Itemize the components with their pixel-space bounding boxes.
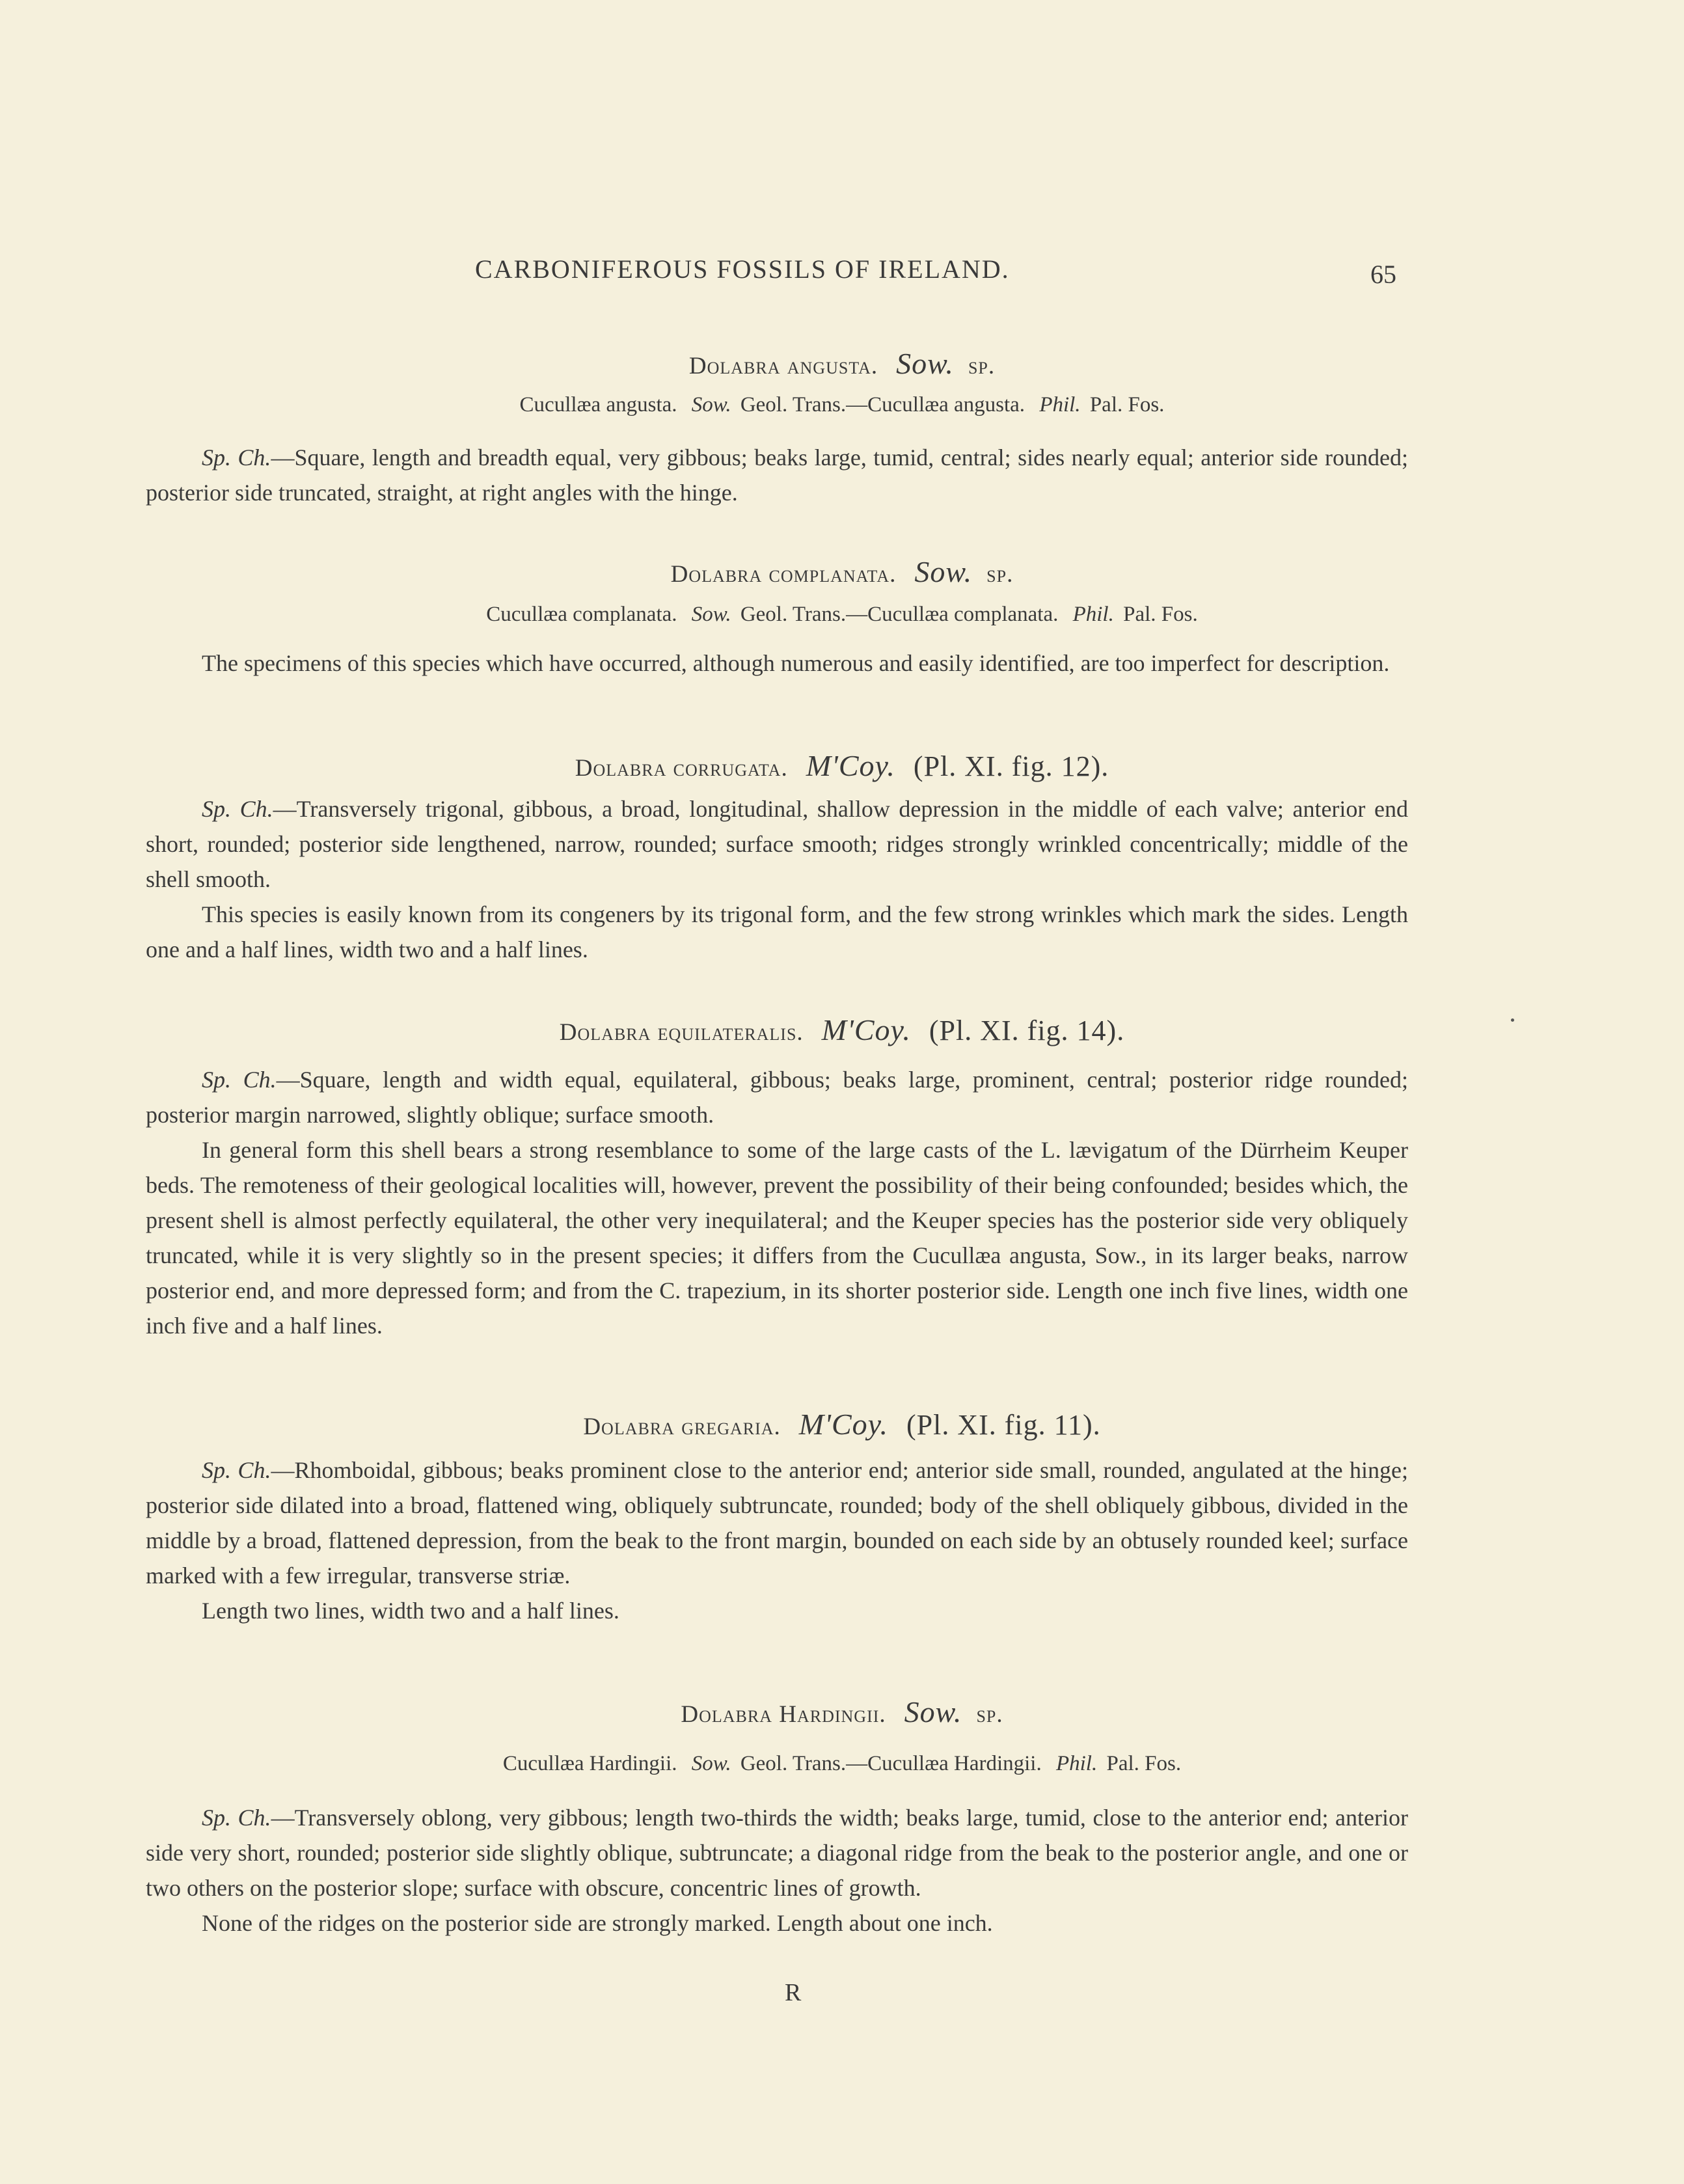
species-title-complanata <box>0 554 1684 589</box>
paragraph: This species is easily known from its congeners by its trigonal form, and the few strong wrinkles which mark the sides. Length one and a half lines, width two and a half lines. <box>146 901 1408 962</box>
paragraph: None of the ridges on the posterior side are strongly marked. Length about one inch. <box>202 1910 993 1936</box>
synonymy-angusta: Cucullæa angusta. Sow. Geol. Trans.—Cucullæa angusta. Phil. Pal. Fos. <box>519 393 1165 416</box>
genus-name: Dolabra equilateralis. <box>559 1019 804 1046</box>
genus-name: Dolabra complanata. <box>670 561 897 588</box>
author: M'Coy. <box>798 1408 888 1441</box>
spch-label: Sp. Ch. <box>202 1067 277 1093</box>
description-complanata <box>146 646 1408 681</box>
description-gregaria <box>146 1453 1408 1628</box>
ink-speck <box>1511 1018 1514 1022</box>
paragraph: The specimens of this species which have occurred, although numerous and easily identified, are too imperfect for description. <box>202 650 1390 676</box>
species-title-corrugata <box>0 748 1684 783</box>
paragraph: In general form this shell bears a strong resemblance to some of the large casts of the L. lævigatum of the Dürrheim Keuper beds. The remoteness of their geological localities will, however, prevent the possibility of their being confounded; besides which, the present shell is almost perfectly equilateral, the other very inequilateral; and the Keuper species has the posterior side very obliquely truncated, while it is very slightly so in the present species; it differs from the Cucullæa angusta, Sow., in its larger beaks, narrow posterior end, and more depressed form; and from the C. trapezium, in its shorter posterior side. Length one inch five lines, width one inch five and a half lines. <box>146 1137 1408 1339</box>
paragraph: Sp. Ch.—Rhomboidal, gibbous; beaks prominent close to the anterior end; anterior side small, rounded, angulated at the hinge; posterior side dilated into a broad, flattened wing, obliquely subtruncate, rounded; body of the shell obliquely gibbous, divided in the middle by a broad, flattened depression, from the beak to the front margin, bounded on each side by an obtusely rounded keel; surface marked with a few irregular, transverse striæ. <box>146 1457 1408 1589</box>
author: Sow. <box>896 347 954 380</box>
paragraph: Sp. Ch.—Square, length and breadth equal, very gibbous; beaks large, tumid, central; sides nearly equal; anterior side rounded; posterior side truncated, straight, at right angles with the hinge. <box>146 444 1408 506</box>
paragraph: Length two lines, width two and a half lines. <box>202 1598 619 1624</box>
signature-mark: R <box>785 1979 802 2006</box>
description-hardingii <box>146 1800 1408 1941</box>
description-equilateralis <box>146 1062 1408 1343</box>
suffix: sp. <box>976 1701 1003 1728</box>
synonymy-complanata: Cucullæa complanata. Sow. Geol. Trans.—Cucullæa complanata. Phil. Pal. Fos. <box>486 603 1198 626</box>
genus-name: Dolabra angusta. <box>688 353 878 379</box>
author: Sow. <box>914 555 973 588</box>
description-corrugata <box>146 791 1408 967</box>
genus-name: Dolabra gregaria. <box>583 1413 781 1440</box>
genus-name: Dolabra corrugata. <box>575 755 788 782</box>
page-number: 65 <box>1370 260 1396 289</box>
species-title-hardingii <box>0 1695 1684 1729</box>
spch-label: Sp. Ch. <box>202 444 271 471</box>
spch-label: Sp. Ch. <box>202 1805 271 1831</box>
spch-label: Sp. Ch. <box>202 796 273 822</box>
genus-name: Dolabra Hardingii. <box>681 1701 886 1728</box>
plate-ref: (Pl. XI. fig. 11). <box>906 1409 1101 1441</box>
description-angusta <box>146 440 1408 510</box>
spch-label: Sp. Ch. <box>202 1457 271 1483</box>
paragraph: Sp. Ch.—Transversely trigonal, gibbous, a broad, longitudinal, shallow depression in the middle of each valve; anterior end short, rounded; posterior side lengthened, narrow, rounded; surface smooth; ridges strongly wrinkled concentrically; middle of the shell smooth. <box>146 796 1408 892</box>
plate-ref: (Pl. XI. fig. 12). <box>913 750 1109 782</box>
running-head: CARBONIFEROUS FOSSILS OF IRELAND. <box>475 254 1010 284</box>
paragraph: Sp. Ch.—Square, length and width equal, equilateral, gibbous; beaks large, prominent, central; posterior ridge rounded; posterior margin narrowed, slightly oblique; surface smooth. <box>146 1067 1408 1128</box>
author: M'Coy. <box>821 1013 911 1046</box>
author: M'Coy. <box>806 749 895 782</box>
species-title-gregaria <box>0 1407 1684 1441</box>
suffix: sp. <box>968 353 996 379</box>
paragraph: Sp. Ch.—Transversely oblong, very gibbous; length two-thirds the width; beaks large, tumid, close to the anterior end; anterior side very short, rounded; posterior side slightly oblique, subtruncate; a diagonal ridge from the beak to the posterior angle, and one or two others on the posterior slope; surface with obscure, concentric lines of growth. <box>146 1805 1408 1901</box>
species-title-angusta <box>0 346 1684 381</box>
suffix: sp. <box>986 561 1014 588</box>
plate-ref: (Pl. XI. fig. 14). <box>929 1015 1125 1046</box>
species-title-equilateralis <box>0 1013 1684 1047</box>
synonymy-hardingii: Cucullæa Hardingii. Sow. Geol. Trans.—Cucullæa Hardingii. Phil. Pal. Fos. <box>502 1752 1182 1775</box>
author: Sow. <box>904 1695 962 1728</box>
